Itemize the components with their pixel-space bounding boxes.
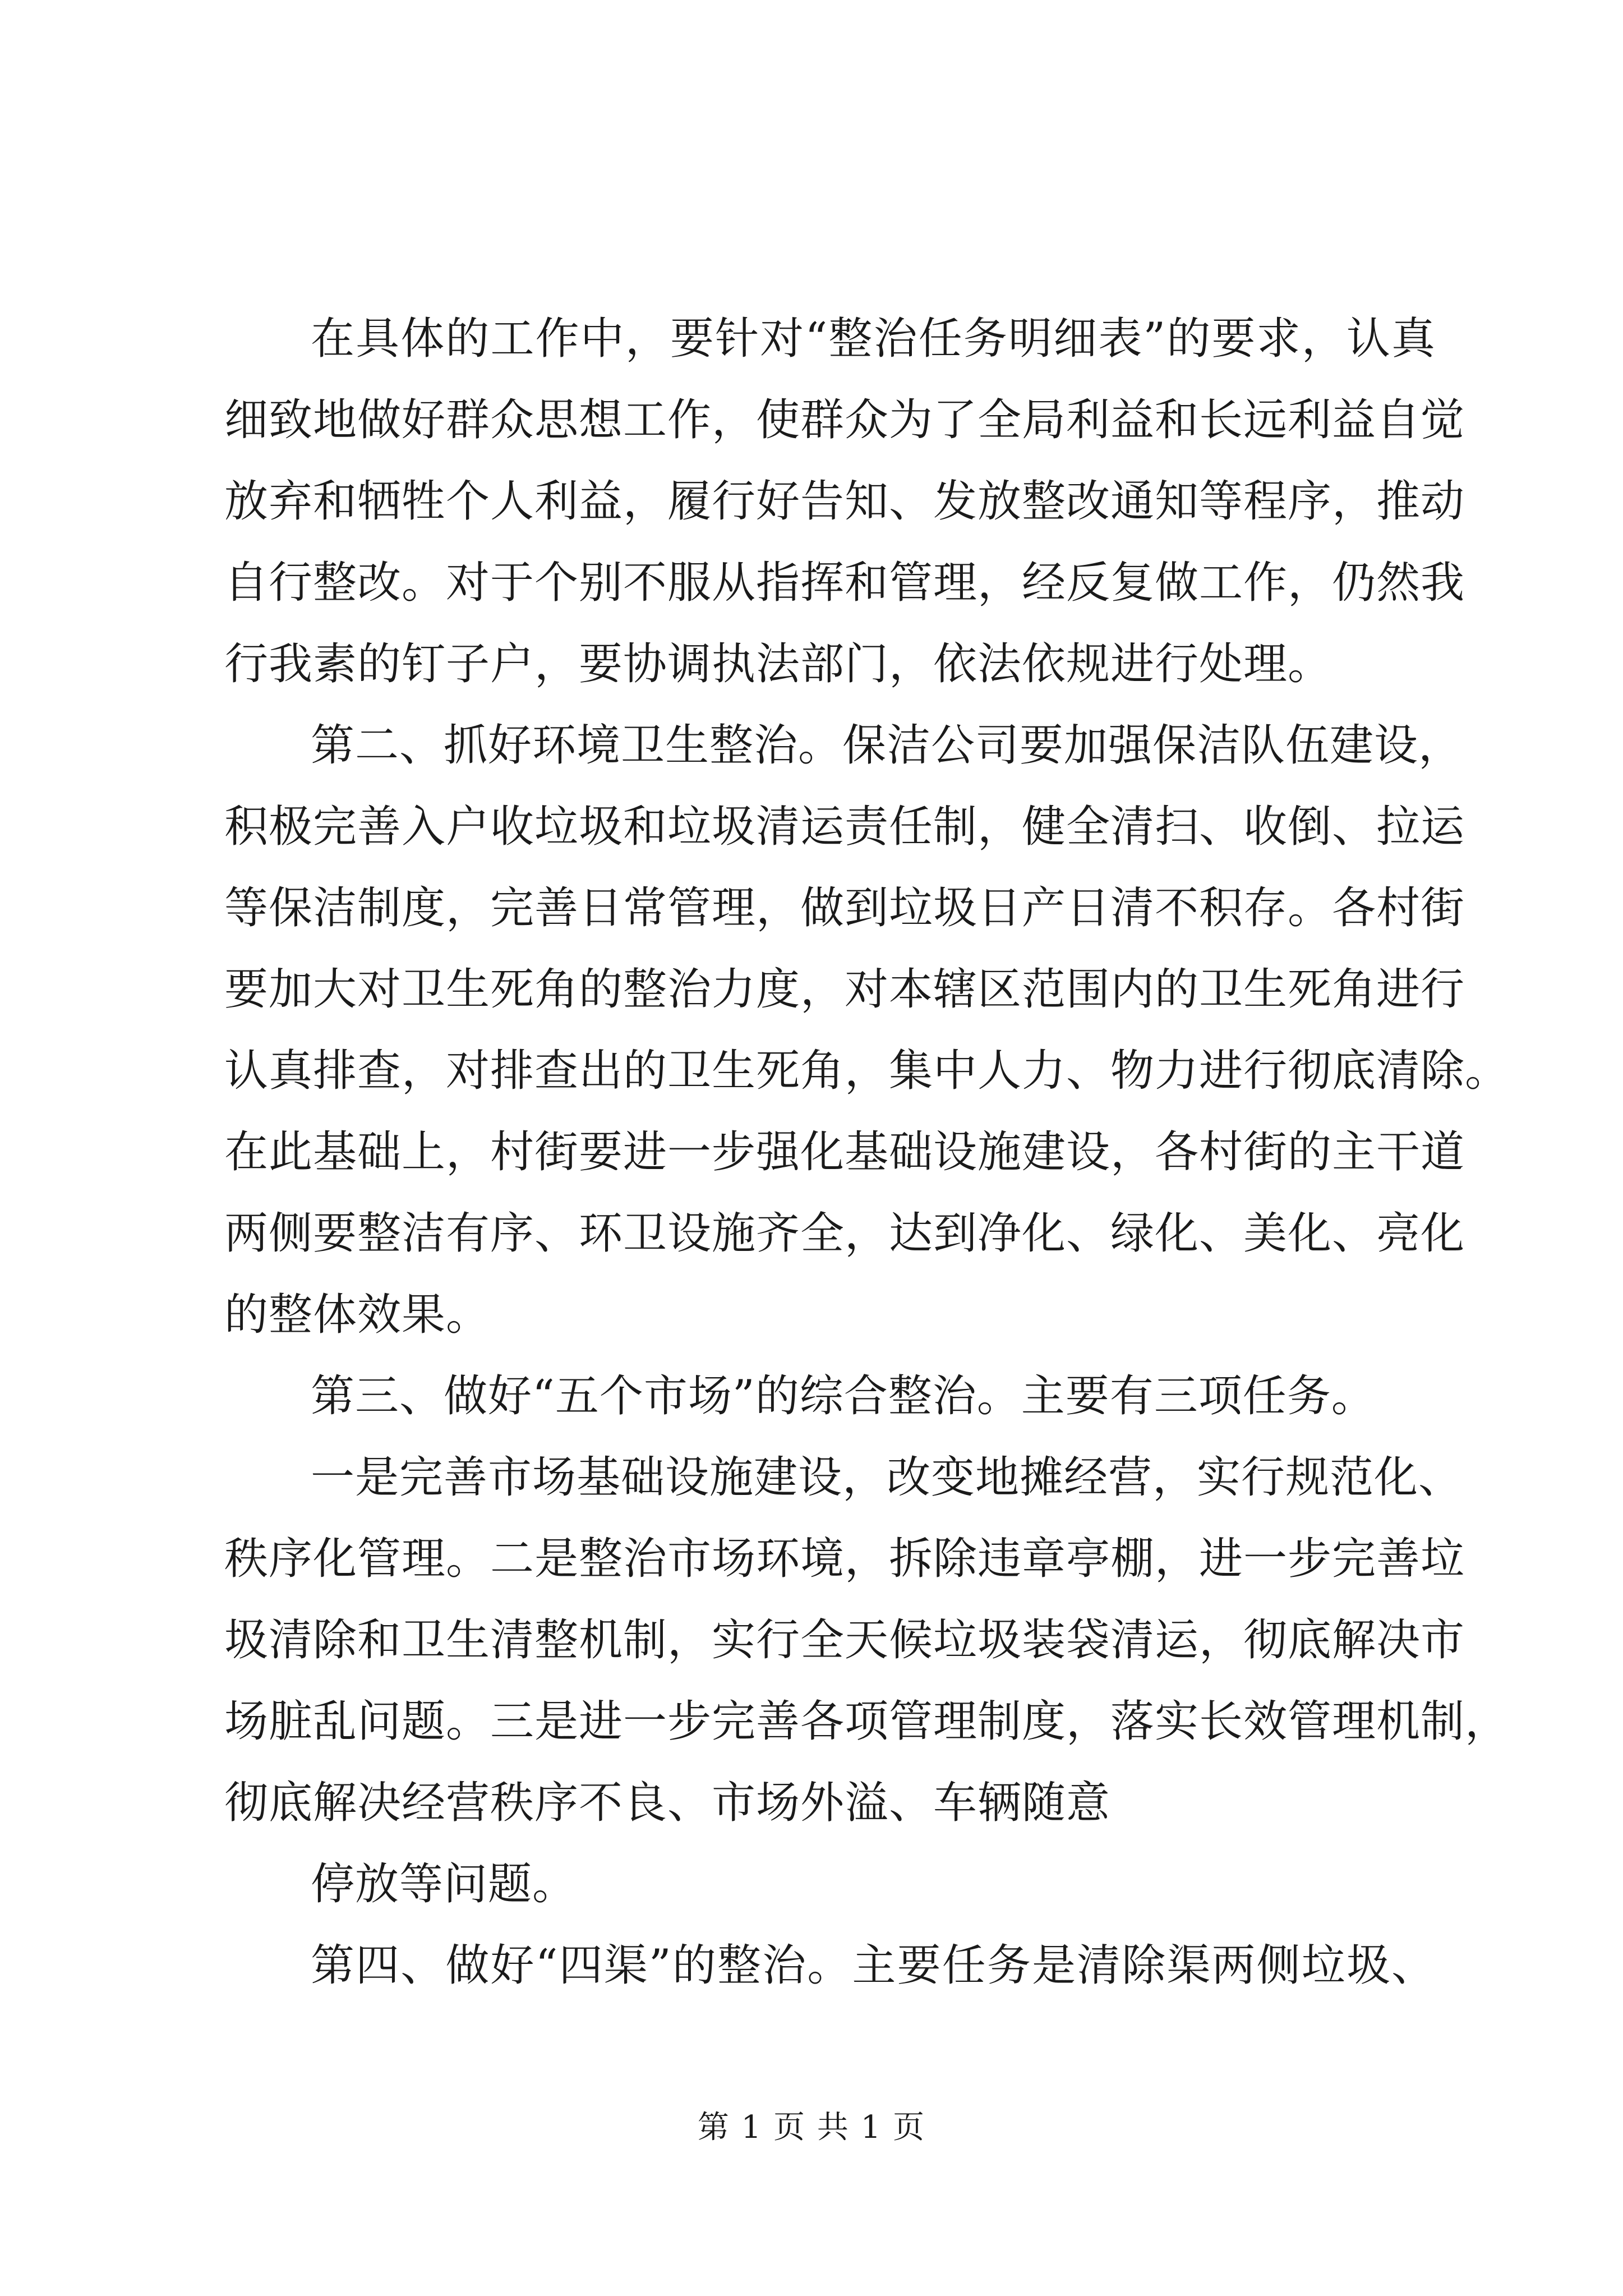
text-line: 第三、做好“五个市场”的综合整治。主要有三项任务。 [311, 1371, 1376, 1421]
text-line: 第四、做好“四渠”的整治。主要任务是清除渠两侧垃圾、 [311, 1940, 1436, 1991]
text-line: 场脏乱问题。三是进一步完善各项管理制度，落实长效管理机制， [224, 1696, 1510, 1747]
text-line: 放弃和牺牲个人利益，履行好告知、发放整改通知等程序，推动 [224, 476, 1465, 527]
text-line: 行我素的钉子户，要协调执法部门，依法依规进行处理。 [224, 639, 1332, 689]
text-line: 要加大对卫生死角的整治力度，对本辖区范围内的卫生死角进行 [224, 964, 1465, 1015]
text-line: 积极完善入户收垃圾和垃圾清运责任制，健全清扫、收倒、拉运 [224, 802, 1465, 852]
text-line: 在具体的工作中，要针对“整治任务明细表”的要求，认真 [311, 314, 1436, 364]
text-line: 的整体效果。 [224, 1290, 491, 1340]
text-line: 等保洁制度，完善日常管理，做到垃圾日产日清不积存。各村街 [224, 883, 1465, 933]
text-line: 细致地做好群众思想工作，使群众为了全局利益和长远利益自觉 [224, 395, 1465, 445]
text-line: 自行整改。对于个别不服从指挥和管理，经反复做工作，仍然我 [224, 558, 1465, 608]
text-line: 秩序化管理。二是整治市场环境，拆除违章亭棚，进一步完善垃 [224, 1534, 1465, 1584]
text-line: 第二、抓好环境卫生整治。保洁公司要加强保洁队伍建设， [311, 720, 1463, 771]
page-number-footer: 第 1 页 共 1 页 [697, 2109, 926, 2146]
document-body [224, 298, 1510, 2007]
text-line: 圾清除和卫生清整机制，实行全天候垃圾装袋清运，彻底解决市 [224, 1615, 1465, 1665]
text-line: 认真排查，对排查出的卫生死角，集中人力、物力进行彻底清除。 [224, 1046, 1510, 1096]
text-line: 停放等问题。 [311, 1859, 577, 1910]
text-line: 彻底解决经营秩序不良、市场外溢、车辆随意 [224, 1778, 1111, 1828]
text-line: 在此基础上，村街要进一步强化基础设施建设，各村街的主干道 [224, 1127, 1465, 1177]
text-line: 一是完善市场基础设施建设，改变地摊经营，实行规范化、 [311, 1452, 1463, 1503]
text-line: 两侧要整洁有序、环卫设施齐全，达到净化、绿化、美化、亮化 [224, 1208, 1465, 1259]
